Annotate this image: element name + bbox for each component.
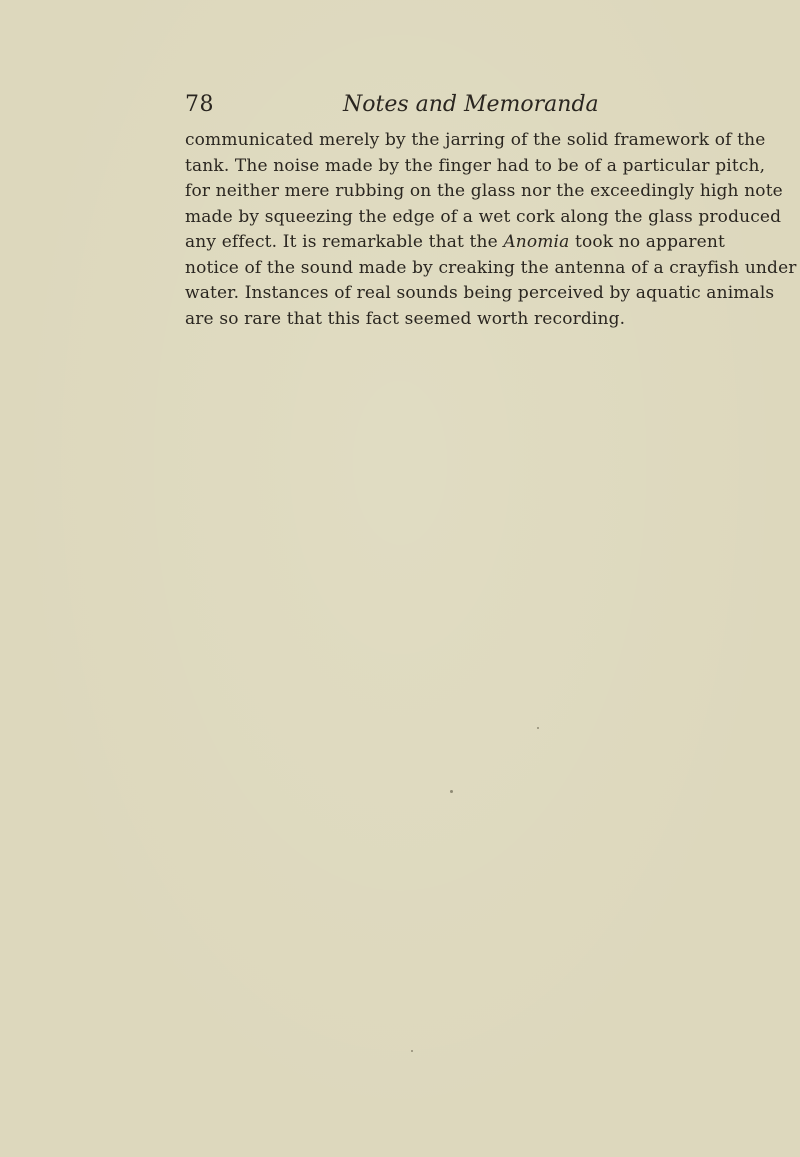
- text-line: any effect. It is remarkable that the Anomia took no apparent: [185, 232, 725, 252]
- running-title: Notes and Memoranda: [343, 92, 599, 117]
- paper-speck: [537, 727, 539, 729]
- text-line: are so rare that this fact seemed worth recording.: [185, 308, 626, 329]
- paper-speck: [411, 1050, 413, 1052]
- italic-taxon-name: Anomia: [503, 232, 570, 252]
- running-head: [185, 92, 615, 122]
- text-line: communicated merely by the jarring of the solid framework of the: [185, 130, 766, 150]
- page-number: 78: [185, 92, 214, 117]
- text-line: made by squeezing the edge of a wet cork along the glass produced: [185, 206, 782, 227]
- text-line: for neither mere rubbing on the glass nor the exceedingly high note: [185, 181, 783, 201]
- text-line: notice of the sound made by creaking the antenna of a crayfish under: [185, 257, 797, 278]
- text-line: tank. The noise made by the finger had to be of a particular pitch,: [185, 155, 766, 176]
- text-line: water. Instances of real sounds being perceived by aquatic animals: [185, 283, 775, 303]
- body-paragraph: [185, 128, 797, 332]
- paper-speck: [450, 790, 453, 793]
